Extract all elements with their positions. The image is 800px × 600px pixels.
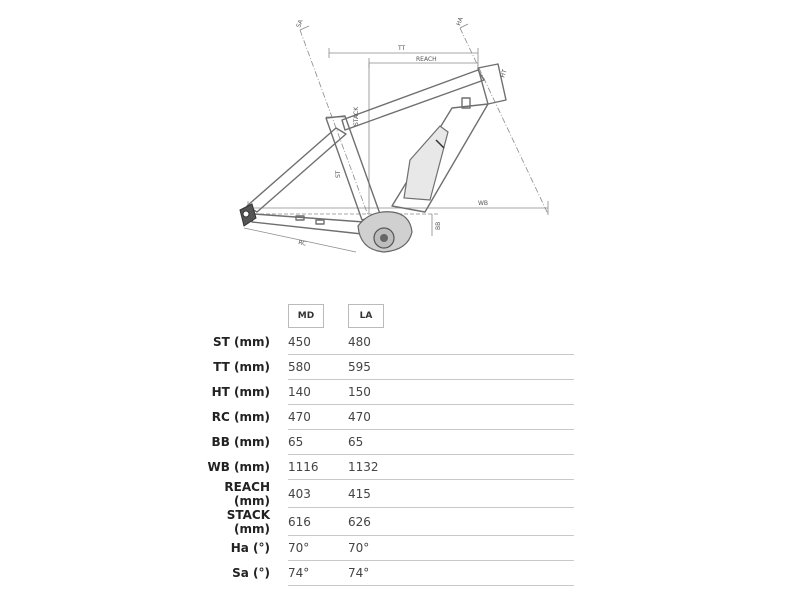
table-row <box>198 536 574 561</box>
sa-label: SA <box>295 18 305 29</box>
table-row <box>198 455 574 480</box>
value-md-bb: 65 <box>288 430 348 455</box>
seat-tube <box>326 116 380 220</box>
seat-stay <box>247 128 346 212</box>
table-row <box>198 508 574 536</box>
motor-unit <box>358 212 412 252</box>
row-label-rc: RC (mm) <box>211 410 270 424</box>
bb-label: BB <box>435 221 442 230</box>
size-header-row <box>198 300 574 330</box>
row-label-reach: REACH (mm) <box>224 479 270 508</box>
value-md-reach: 403 <box>288 480 348 508</box>
battery <box>404 126 448 200</box>
reach-label: REACH <box>416 56 437 63</box>
value-md-ht: 140 <box>288 380 348 405</box>
ht-label: HT <box>499 68 509 79</box>
row-label-sa: Sa (°) <box>232 566 270 580</box>
tt-label: TT <box>398 45 406 52</box>
wb-label: WB <box>478 200 489 207</box>
row-label-st: ST (mm) <box>213 335 270 350</box>
value-md-stack: 616 <box>288 508 348 536</box>
table-row <box>198 380 574 405</box>
bike-geometry-diagram <box>0 0 800 290</box>
value-md-rc: 470 <box>288 405 348 430</box>
st-label: ST <box>335 170 342 178</box>
value-la-ha: 70° <box>348 536 574 561</box>
value-la-st: 480 <box>348 330 574 355</box>
table-row <box>198 330 574 355</box>
value-md-ha: 70° <box>288 536 348 561</box>
value-md-st: 450 <box>288 330 348 355</box>
rc-label: RC <box>297 239 307 248</box>
table-row <box>198 561 574 586</box>
value-la-rc: 470 <box>348 405 574 430</box>
row-label-wb: WB (mm) <box>207 460 270 474</box>
value-la-wb: 1132 <box>348 455 574 480</box>
size-md: MD <box>288 304 324 328</box>
value-md-tt: 580 <box>288 355 348 380</box>
geometry-table <box>198 300 574 586</box>
value-la-ht: 150 <box>348 380 574 405</box>
value-la-reach: 415 <box>348 480 574 508</box>
stack-label: STACK <box>353 106 360 126</box>
chain-stay <box>252 214 364 234</box>
ha-label: HA <box>455 16 465 27</box>
table-row <box>198 480 574 508</box>
table-row <box>198 355 574 380</box>
row-label-stack: STACK (mm) <box>226 507 270 536</box>
table-row <box>198 430 574 455</box>
table-row <box>198 405 574 430</box>
value-la-tt: 595 <box>348 355 574 380</box>
row-label-bb: BB (mm) <box>211 435 270 449</box>
value-la-sa: 74° <box>348 561 574 586</box>
value-md-sa: 74° <box>288 561 348 586</box>
value-la-stack: 626 <box>348 508 574 536</box>
size-la: LA <box>348 304 384 328</box>
row-label-ht: HT (mm) <box>211 385 270 399</box>
row-label-tt: TT (mm) <box>213 360 270 374</box>
ht-axis-line <box>460 28 548 214</box>
row-label-ha: Ha (°) <box>230 541 270 555</box>
value-md-wb: 1116 <box>288 455 348 480</box>
value-la-bb: 65 <box>348 430 574 455</box>
